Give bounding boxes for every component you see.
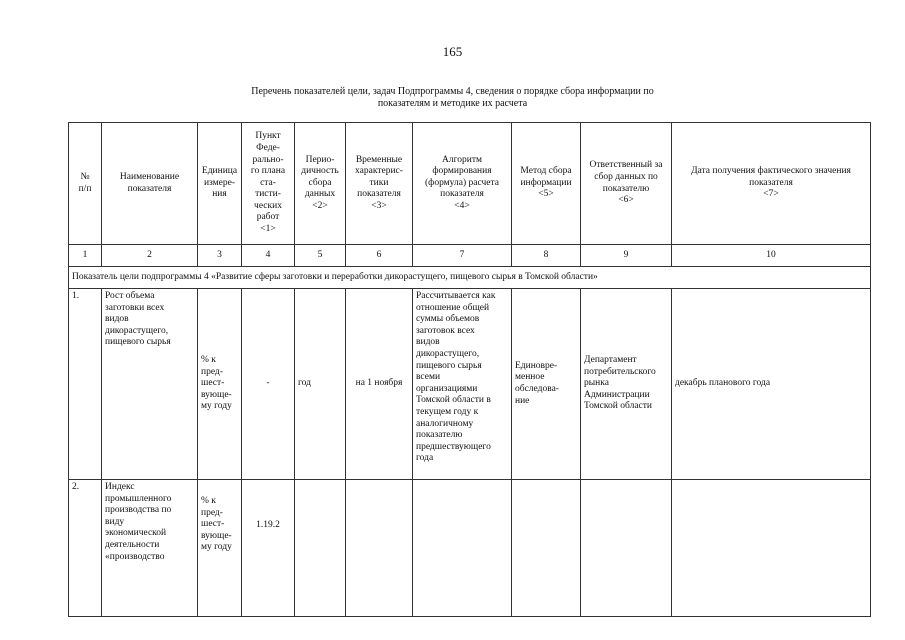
document-title-line: Перечень показателей цели, задач Подпрограммы 4, сведения о порядке сбора информации по — [251, 86, 654, 97]
cell-line: характерис- — [355, 166, 403, 177]
cell-line: «производство — [105, 551, 165, 562]
cell-line: отношение общей — [416, 302, 490, 313]
cell-line: п/п — [78, 183, 92, 194]
column-number: 9 — [581, 245, 672, 267]
cell-line: показателя — [440, 189, 484, 200]
cell-line: вующе- — [201, 530, 232, 541]
indicators-table — [68, 122, 871, 617]
column-number: 8 — [512, 245, 581, 267]
cell-line: предшествующего — [416, 441, 491, 452]
cell-line: дикорастущего, — [416, 348, 480, 359]
cell-line: заготовок всех — [416, 325, 475, 336]
cell-line: показателя — [357, 189, 401, 200]
cell-line: Индекс — [105, 482, 135, 492]
cell-line: - — [266, 378, 270, 389]
cell-line: Единица — [201, 166, 238, 177]
cell-line: текущем году к — [416, 406, 479, 417]
cell-line: тисти- — [255, 189, 281, 200]
cell-line: декабрь планового года — [675, 378, 771, 389]
cell-line: ста- — [260, 177, 276, 188]
responsible-cell — [581, 480, 672, 617]
cell-line: 2. — [72, 482, 80, 492]
cell-line: пред- — [201, 366, 223, 377]
cell-line: Пункт — [255, 131, 281, 142]
cell-line: видов — [105, 314, 129, 325]
cell-line: Рассчитывается как — [416, 291, 496, 301]
date-cell — [672, 289, 871, 480]
header-cell — [413, 123, 512, 245]
column-number: 6 — [346, 245, 413, 267]
cell-line: Единовре- — [515, 360, 558, 371]
cell-line: 1. — [72, 291, 80, 301]
cell-line: му году — [201, 401, 232, 412]
cell-line: Рост объема — [105, 291, 155, 301]
indicator-name — [102, 480, 198, 617]
cell-line: потребительского — [584, 366, 656, 377]
header-cell — [198, 123, 242, 245]
unit-cell — [198, 480, 242, 617]
cell-line: показателя — [749, 177, 793, 188]
cell-line: показателю — [416, 430, 463, 441]
date-cell — [672, 480, 871, 617]
cell-line: дичность — [301, 166, 339, 177]
algorithm-cell — [413, 480, 512, 617]
cell-line: Перио- — [305, 154, 335, 165]
plan-item-cell — [242, 289, 295, 480]
cell-line: <5> — [538, 189, 554, 200]
cell-line: аналогичному — [416, 418, 474, 429]
row-number — [69, 480, 102, 617]
algorithm-cell — [413, 289, 512, 480]
header-cell — [512, 123, 581, 245]
timing-cell — [346, 480, 413, 617]
method-cell — [512, 480, 581, 617]
cell-line: Администрации — [584, 389, 650, 400]
cell-line: <3> — [371, 200, 387, 211]
column-number: 1 — [69, 245, 102, 267]
cell-line: суммы объемов — [416, 314, 480, 325]
cell-line: ния — [212, 189, 227, 200]
cell-line: вующе- — [201, 389, 232, 400]
cell-line: Феде- — [256, 142, 280, 153]
cell-line: 1.19.2 — [256, 520, 280, 530]
cell-line: организациями — [416, 383, 478, 394]
cell-line: данных — [304, 189, 336, 200]
plan-item-cell — [242, 480, 295, 617]
goal-row — [69, 267, 871, 289]
cell-line: № — [80, 171, 90, 182]
cell-line: (формула) расчета — [425, 177, 499, 188]
header-cell — [346, 123, 413, 245]
header-cell — [581, 123, 672, 245]
cell-line: ние — [515, 395, 530, 406]
cell-line: производства по — [105, 505, 172, 516]
unit-cell — [198, 289, 242, 480]
cell-line: ческих — [254, 200, 282, 211]
column-number: 2 — [102, 245, 198, 267]
cell-line: года — [416, 453, 434, 464]
cell-line: Алгоритм — [441, 154, 482, 165]
cell-line: <7> — [763, 189, 779, 200]
cell-line: промышленного — [105, 493, 172, 504]
responsible-cell — [581, 289, 672, 480]
cell-line: го плана — [250, 166, 286, 177]
cell-line: Временные — [355, 154, 403, 165]
cell-line: всеми — [416, 372, 441, 383]
header-cell — [672, 123, 871, 245]
column-number: 7 — [413, 245, 512, 267]
indicator-name — [102, 289, 198, 480]
table-row — [69, 480, 871, 617]
column-number: 5 — [295, 245, 346, 267]
cell-line: видов — [416, 337, 440, 348]
cell-line: заготовки всех — [105, 302, 165, 313]
column-number: 4 — [242, 245, 295, 267]
cell-line: Томской области в — [416, 395, 491, 406]
cell-line: пищевого сырья — [416, 360, 482, 371]
timing-cell — [346, 289, 413, 480]
cell-line: экономической — [105, 528, 167, 539]
cell-line: пищевого сырья — [105, 337, 171, 348]
cell-line: шест- — [201, 378, 225, 389]
cell-line: % к — [201, 496, 216, 506]
cell-line: информации — [520, 177, 572, 188]
cell-line: пред- — [201, 507, 223, 518]
cell-line: обследова- — [515, 384, 559, 394]
header-row — [69, 123, 871, 245]
cell-line: дикорастущего, — [105, 325, 169, 336]
cell-line: му году — [201, 542, 232, 553]
cell-line: Ответственный за — [589, 160, 663, 171]
cell-line: показателю — [602, 183, 650, 194]
column-number: 10 — [672, 245, 871, 267]
cell-line: <4> — [454, 200, 470, 211]
header-cell — [242, 123, 295, 245]
cell-line: на 1 ноября — [355, 378, 403, 389]
periodicity-cell — [295, 480, 346, 617]
cell-line: Наименование — [119, 171, 180, 182]
document-title — [200, 86, 705, 110]
cell-line: Томской области — [584, 401, 652, 412]
cell-line: работ — [256, 212, 280, 223]
cell-line: тики — [369, 177, 389, 188]
cell-line: Департамент — [584, 355, 637, 366]
header-cell — [295, 123, 346, 245]
cell-line: шест- — [201, 519, 225, 530]
cell-line: сбор данных по — [594, 171, 658, 182]
periodicity-cell — [295, 289, 346, 480]
row-number — [69, 289, 102, 480]
cell-line: менное — [515, 372, 545, 383]
cell-line: показателя — [127, 183, 172, 194]
column-number: 3 — [198, 245, 242, 267]
method-cell — [512, 289, 581, 480]
column-number-row — [69, 245, 871, 267]
cell-line: год — [298, 378, 311, 389]
cell-line: <6> — [618, 195, 634, 206]
table-row — [69, 289, 871, 480]
header-cell — [69, 123, 102, 245]
cell-line: деятельности — [105, 539, 160, 550]
cell-line: <2> — [312, 200, 328, 211]
cell-line: измере- — [203, 177, 236, 188]
cell-line: рально- — [252, 154, 284, 165]
cell-line: формирования — [432, 166, 492, 177]
cell-line: сбора — [308, 177, 332, 188]
cell-line: % к — [201, 355, 216, 366]
header-cell — [102, 123, 198, 245]
cell-line: Дата получения фактического значения — [691, 166, 851, 177]
cell-line: <1> — [260, 224, 276, 235]
cell-line: виду — [105, 516, 125, 527]
page-number: 165 — [442, 44, 463, 59]
cell-line: Метод сбора — [520, 166, 572, 177]
document-title-line: показателям и методике их расчета — [377, 98, 528, 109]
goal-text: Показатель цели подпрограммы 4 «Развитие сферы заготовки и переработки дикорастущего, пищевого сырья в Томской области» — [69, 267, 871, 289]
cell-line: рынка — [584, 378, 609, 389]
